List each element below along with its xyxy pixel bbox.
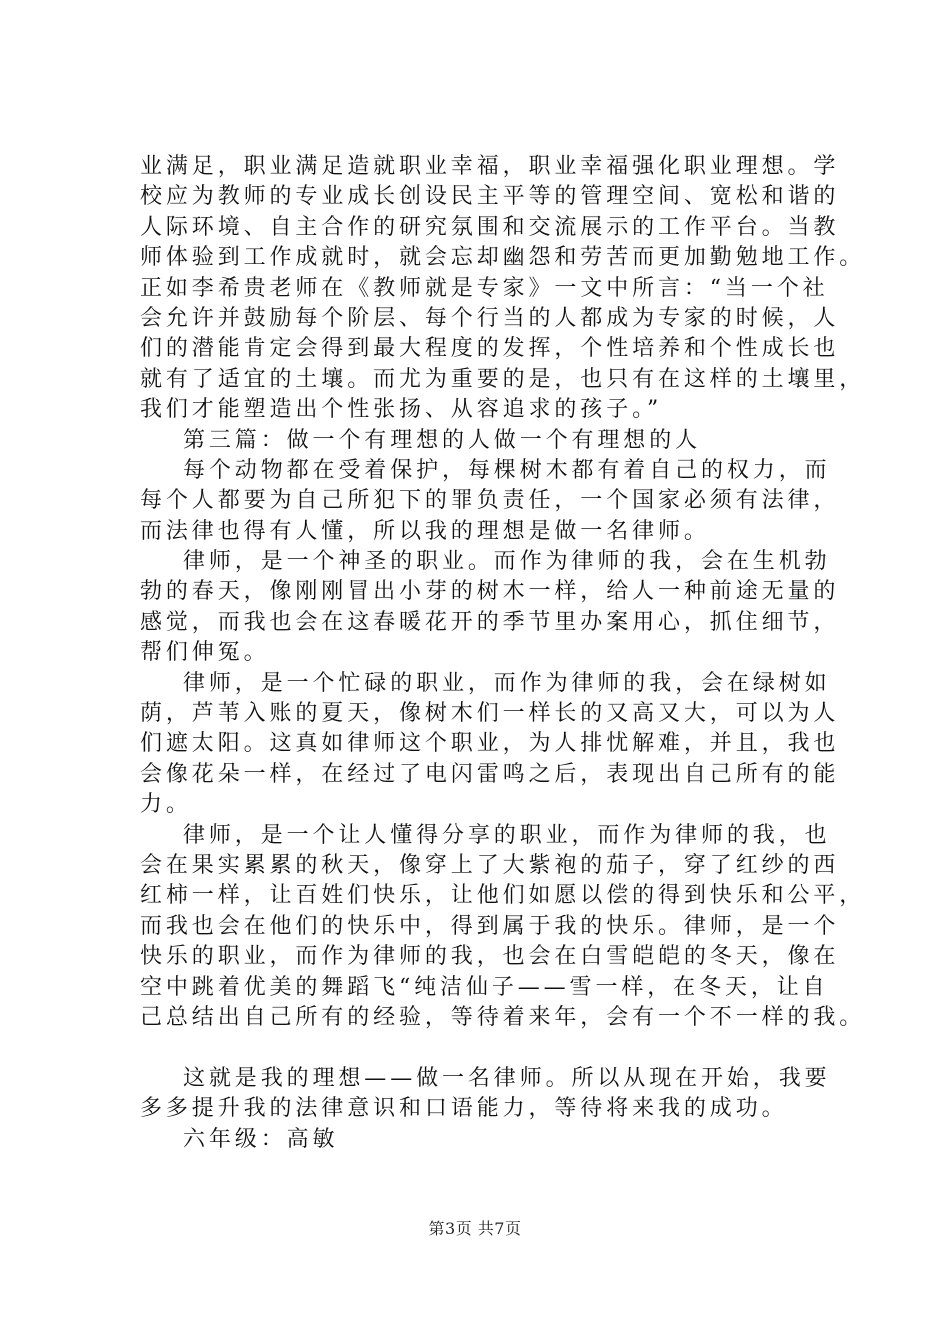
text-line: 业满足，职业满足造就职业幸福，职业幸福强化职业理想。学 <box>140 154 840 179</box>
text-line: 己总结出自己所有的经验，等待着来年，会有一个不一样的我。 <box>140 1004 866 1030</box>
text-line: 律师，是一个神圣的职业。而作为律师的我，会在生机勃 <box>183 549 831 575</box>
text-line: 正如李希贵老师在《教师就是专家》一文中所言：“当一个社 <box>140 275 829 301</box>
text-line: 们的潜能肯定会得到最大程度的发挥，个性培养和个性成长也 <box>140 336 840 362</box>
text-line: 我们才能塑造出个性张扬、从容追求的孩子。” <box>140 397 663 423</box>
text-line: 会在果实累累的秋天，像穿上了大紫袍的茄子，穿了红纱的西 <box>140 852 840 878</box>
text-line: 勃的春天，像刚刚冒出小芽的树木一样，给人一种前途无量的 <box>140 579 840 605</box>
text-line: 会允许并鼓励每个阶层、每个行当的人都成为专家的时候，人 <box>140 305 840 331</box>
paragraph-4 <box>140 669 840 821</box>
text-line: 力。 <box>140 792 192 818</box>
text-line: 律师，是一个忙碌的职业，而作为律师的我，会在绿树如 <box>183 670 831 696</box>
paragraph-6 <box>140 1064 840 1125</box>
text-line: 就有了适宜的土壤。而尤为重要的是，也只有在这样的土壤里， <box>140 366 866 392</box>
text-line: 空中跳着优美的舞蹈飞“纯洁仙子——雪一样，在冬天，让自 <box>140 974 829 1000</box>
paragraph-2 <box>140 456 840 547</box>
paragraph-1 <box>140 152 866 426</box>
text-line: 律师，是一个让人懂得分享的职业，而作为律师的我，也 <box>183 822 831 848</box>
blank-line <box>140 1033 840 1063</box>
paragraph-5 <box>140 821 866 1034</box>
text-line: 这就是我的理想——做一名律师。所以从现在开始，我要 <box>183 1065 831 1091</box>
text-line: 而我也会在他们的快乐中，得到属于我的快乐。律师，是一个 <box>140 913 840 939</box>
text-line: 帮们伸冤。 <box>140 640 270 666</box>
text-line: 快乐的职业，而作为律师的我，也会在白雪皑皑的冬天，像在 <box>140 944 840 970</box>
text-line: 而法律也得有人懂，所以我的理想是做一名律师。 <box>140 518 710 544</box>
text-line: 荫，芦苇入账的夏天，像树木们一样长的又高又大，可以为人 <box>140 701 840 727</box>
section-heading: 第三篇：做一个有理想的人做一个有理想的人 <box>183 427 702 453</box>
text-line: 人际环境、自主合作的研究氛围和交流展示的工作平台。当教 <box>140 214 840 240</box>
text-line: 每个人都要为自己所犯下的罪负责任，一个国家必须有法律， <box>140 488 840 514</box>
text-line: 们遮太阳。这真如律师这个职业，为人排忧解难，并且，我也 <box>140 731 840 757</box>
author-signature: 六年级：高敏 <box>183 1126 339 1152</box>
page-number: 第3页 共7页 <box>428 1219 522 1238</box>
text-line: 师体验到工作成就时，就会忘却幽怨和劳苦而更加勤勉地工作。 <box>140 245 866 271</box>
text-line: 感觉，而我也会在这春暖花开的季节里办案用心，抓住细节， <box>140 609 840 635</box>
text-line: 校应为教师的专业成长创设民主平等的管理空间、宽松和谐的 <box>140 184 840 210</box>
text-line: 每个动物都在受着保护，每棵树木都有着自己的权力，而 <box>183 457 831 483</box>
text-line: 多多提升我的法律意识和口语能力，等待将来我的成功。 <box>140 1096 788 1122</box>
paragraph-3 <box>140 547 840 669</box>
text-line: 会像花朵一样，在经过了电闪雷鸣之后，表现出自己所有的能 <box>140 761 840 787</box>
page-footer <box>0 1216 950 1239</box>
document-body <box>140 152 866 1155</box>
text-line: 红柿一样，让百姓们快乐，让他们如愿以偿的得到快乐和公平， <box>140 883 866 909</box>
